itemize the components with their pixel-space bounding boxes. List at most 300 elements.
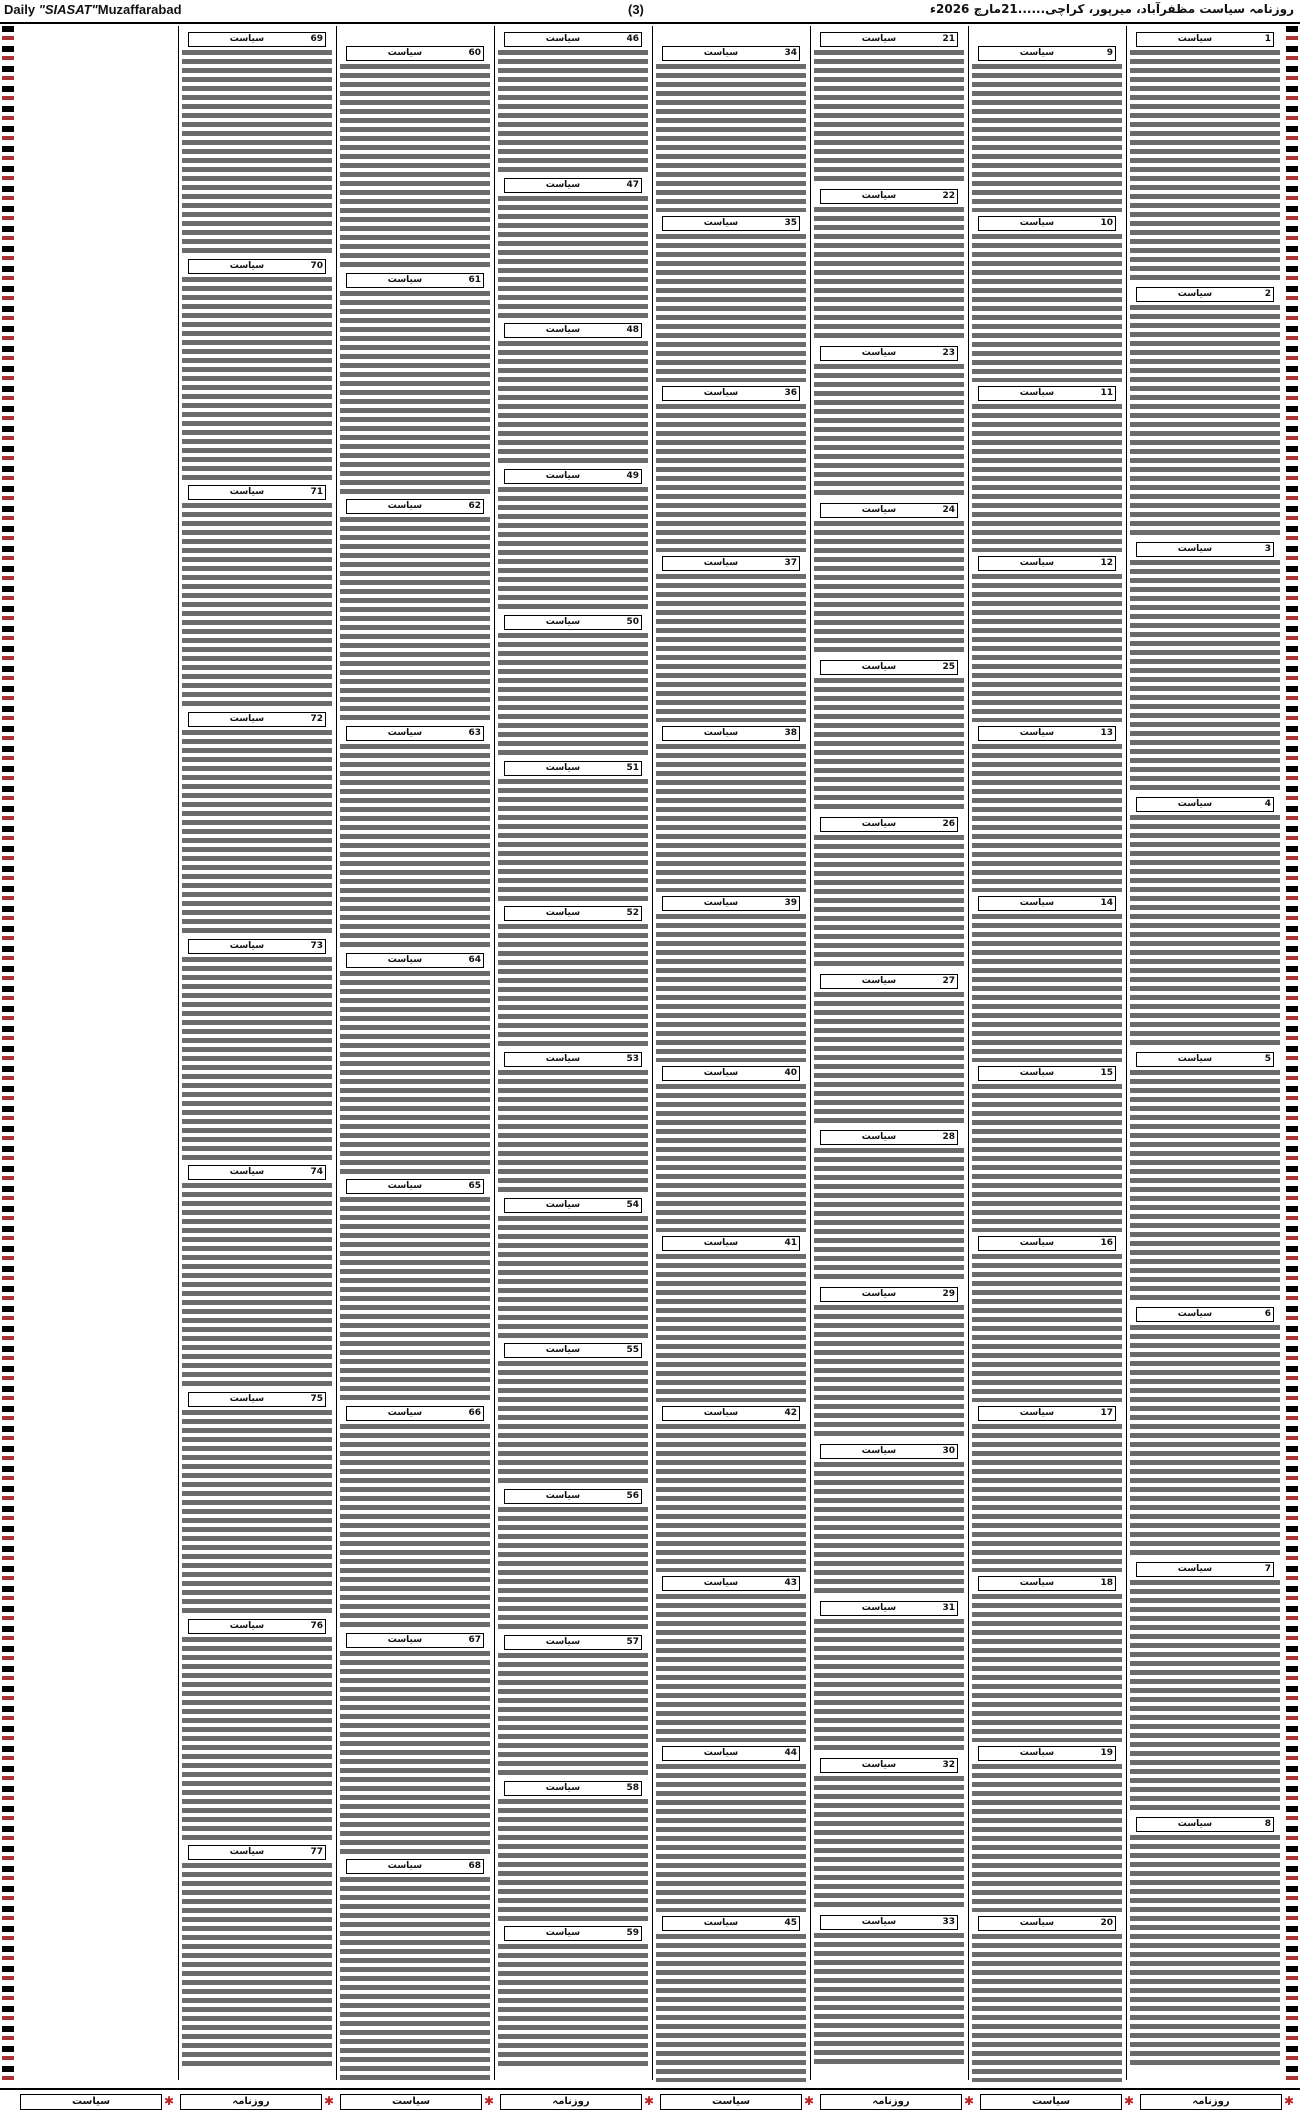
story-tag (346, 46, 484, 61)
story-tag (346, 499, 484, 514)
story-logo: سیاست (545, 1637, 581, 1647)
story-body (498, 1942, 648, 2068)
story-tag (504, 1198, 642, 1213)
story-logo: سیاست (1019, 1238, 1055, 1248)
story-body (340, 62, 490, 269)
story-tag (504, 1926, 642, 1941)
story-number: 7 (1264, 1564, 1271, 1574)
story-number: 21 (942, 34, 955, 44)
story-body (656, 1932, 806, 2082)
story-number: 64 (468, 955, 481, 965)
story-tag (978, 386, 1116, 401)
story-number: 28 (942, 1132, 955, 1142)
story-body (656, 1082, 806, 1232)
story-logo: سیاست (861, 1446, 897, 1456)
story-number: 37 (784, 558, 797, 568)
story-number: 55 (626, 1345, 639, 1355)
story-tag (662, 386, 800, 401)
story-logo: سیاست (545, 1200, 581, 1210)
star-icon: ✱ (1284, 2094, 1295, 2108)
story-tag (188, 712, 326, 727)
story-logo: سیاست (861, 505, 897, 515)
story-number: 43 (784, 1578, 797, 1588)
story-number: 48 (626, 325, 639, 335)
story-logo: سیاست (1019, 1918, 1055, 1928)
story-number: 39 (784, 898, 797, 908)
story-tag (188, 1845, 326, 1860)
story-body (340, 969, 490, 1176)
story-body (340, 1649, 490, 1856)
story-body (498, 1505, 648, 1631)
footer-block: روزنامہ (180, 2094, 322, 2110)
left-border-strip (2, 26, 14, 2086)
story-number: 11 (1100, 388, 1113, 398)
story-tag (504, 323, 642, 338)
masthead-right: روزنامہ سیاست مظفرآباد، میرپور، کراچی......21مارچ 2026ء (929, 2, 1294, 16)
story-number: 71 (310, 487, 323, 497)
story-logo: سیاست (387, 1861, 423, 1871)
story-logo: سیاست (1177, 544, 1213, 554)
story-body (182, 1635, 332, 1842)
story-tag (188, 1165, 326, 1180)
story-tag (346, 953, 484, 968)
story-body (814, 48, 964, 185)
footer-block: روزنامہ (1140, 2094, 1282, 2110)
story-body (498, 339, 648, 465)
story-body (498, 194, 648, 320)
story-tag (188, 32, 326, 47)
story-body (656, 572, 806, 722)
star-icon: ✱ (644, 2094, 655, 2108)
story-body (814, 519, 964, 656)
story-body (498, 485, 648, 611)
story-number: 49 (626, 471, 639, 481)
story-logo: سیاست (1177, 1819, 1213, 1829)
story-body (182, 501, 332, 708)
star-icon: ✱ (1124, 2094, 1135, 2108)
story-logo: سیاست (387, 501, 423, 511)
story-body (972, 402, 1122, 552)
story-tag (978, 1576, 1116, 1591)
story-number: 67 (468, 1635, 481, 1645)
story-body (972, 742, 1122, 892)
story-number: 6 (1264, 1309, 1271, 1319)
story-body (1130, 558, 1280, 793)
column-rule (494, 26, 495, 2080)
story-body (340, 742, 490, 949)
story-number: 51 (626, 763, 639, 773)
story-logo: سیاست (545, 34, 581, 44)
story-number: 53 (626, 1054, 639, 1064)
story-logo: سیاست (387, 48, 423, 58)
story-tag (1136, 1307, 1274, 1322)
story-body (814, 1774, 964, 1911)
story-body (972, 1082, 1122, 1232)
story-body (340, 1875, 490, 2082)
story-number: 2 (1264, 289, 1271, 299)
story-logo: سیاست (387, 1181, 423, 1191)
story-number: 8 (1264, 1819, 1271, 1829)
story-tag (346, 1406, 484, 1421)
story-logo: سیاست (1177, 34, 1213, 44)
story-logo: سیاست (1177, 1054, 1213, 1064)
story-tag (662, 726, 800, 741)
story-tag (504, 32, 642, 47)
story-tag (504, 761, 642, 776)
story-logo: سیاست (387, 275, 423, 285)
story-logo: سیاست (229, 1394, 265, 1404)
story-body (182, 1181, 332, 1388)
footer-block: روزنامہ (820, 2094, 962, 2110)
story-tag (820, 1915, 958, 1930)
story-number: 65 (468, 1181, 481, 1191)
story-logo: سیاست (1019, 218, 1055, 228)
story-body (656, 1252, 806, 1402)
story-number: 26 (942, 819, 955, 829)
story-body (1130, 1578, 1280, 1813)
story-logo: سیاست (861, 1289, 897, 1299)
story-logo: سیاست (229, 1167, 265, 1177)
story-body (340, 1195, 490, 1402)
story-tag (1136, 1052, 1274, 1067)
story-logo: سیاست (545, 1928, 581, 1938)
story-number: 54 (626, 1200, 639, 1210)
story-logo: سیاست (861, 1603, 897, 1613)
story-logo: سیاست (703, 218, 739, 228)
story-logo: سیاست (1019, 1578, 1055, 1588)
story-body (814, 1931, 964, 2068)
story-number: 34 (784, 48, 797, 58)
story-body (814, 833, 964, 970)
story-body (656, 1592, 806, 1742)
story-number: 73 (310, 941, 323, 951)
story-number: 57 (626, 1637, 639, 1647)
story-logo: سیاست (229, 34, 265, 44)
story-tag (978, 726, 1116, 741)
story-body (340, 289, 490, 496)
story-tag (662, 556, 800, 571)
story-body (182, 955, 332, 1162)
story-number: 35 (784, 218, 797, 228)
story-number: 17 (1100, 1408, 1113, 1418)
story-logo: سیاست (703, 1748, 739, 1758)
column-rule (1126, 26, 1127, 2080)
story-tag (188, 939, 326, 954)
story-number: 52 (626, 908, 639, 918)
story-number: 38 (784, 728, 797, 738)
story-logo: سیاست (545, 908, 581, 918)
story-logo: سیاست (861, 1132, 897, 1142)
column-rule (652, 26, 653, 2080)
story-logo: سیاست (861, 1760, 897, 1770)
story-tag (504, 1635, 642, 1650)
story-tag (1136, 1562, 1274, 1577)
story-number: 30 (942, 1446, 955, 1456)
story-body (656, 912, 806, 1062)
story-body (498, 1068, 648, 1194)
story-body (814, 1146, 964, 1283)
story-body (498, 1651, 648, 1777)
story-body (972, 1932, 1122, 2082)
story-number: 41 (784, 1238, 797, 1248)
story-number: 59 (626, 1928, 639, 1938)
story-tag (662, 1406, 800, 1421)
story-body (972, 572, 1122, 722)
column-rule (336, 26, 337, 2080)
story-number: 23 (942, 348, 955, 358)
star-icon: ✱ (804, 2094, 815, 2108)
story-number: 18 (1100, 1578, 1113, 1588)
story-logo: سیاست (703, 1918, 739, 1928)
story-logo: سیاست (703, 558, 739, 568)
story-tag (820, 346, 958, 361)
story-logo: سیاست (1177, 799, 1213, 809)
story-logo: سیاست (1019, 1408, 1055, 1418)
story-tag (504, 615, 642, 630)
story-tag (662, 1236, 800, 1251)
story-tag (820, 660, 958, 675)
column-rule (810, 26, 811, 2080)
story-number: 12 (1100, 558, 1113, 568)
story-tag (346, 273, 484, 288)
footer-block: سیاست (980, 2094, 1122, 2110)
story-tag (978, 1066, 1116, 1081)
right-border-strip (1286, 26, 1298, 2086)
footer-block: سیاست (660, 2094, 802, 2110)
story-logo: سیاست (1177, 1309, 1213, 1319)
star-icon: ✱ (484, 2094, 495, 2108)
story-tag (820, 32, 958, 47)
story-logo: سیاست (1019, 1068, 1055, 1078)
story-number: 66 (468, 1408, 481, 1418)
column-rule (968, 26, 969, 2080)
story-body (340, 515, 490, 722)
story-logo: سیاست (1019, 898, 1055, 908)
story-body (656, 62, 806, 212)
story-body (814, 676, 964, 813)
story-body (656, 232, 806, 382)
story-tag (978, 1746, 1116, 1761)
story-logo: سیاست (1019, 388, 1055, 398)
story-number: 44 (784, 1748, 797, 1758)
story-tag (188, 259, 326, 274)
footer-block: سیاست (340, 2094, 482, 2110)
story-body (1130, 1323, 1280, 1558)
story-number: 63 (468, 728, 481, 738)
story-body (1130, 1068, 1280, 1303)
story-tag (346, 1633, 484, 1648)
story-logo: سیاست (545, 1054, 581, 1064)
story-logo: سیاست (1019, 558, 1055, 568)
story-body (182, 48, 332, 255)
story-body (340, 1422, 490, 1629)
story-body (972, 232, 1122, 382)
page-number: (3) (628, 2, 644, 17)
story-tag (820, 1287, 958, 1302)
story-body (498, 1214, 648, 1340)
story-number: 31 (942, 1603, 955, 1613)
story-number: 33 (942, 1917, 955, 1927)
story-body (498, 777, 648, 903)
story-number: 56 (626, 1491, 639, 1501)
story-logo: سیاست (229, 261, 265, 271)
story-logo: سیاست (229, 1621, 265, 1631)
story-body (1130, 813, 1280, 1048)
story-number: 40 (784, 1068, 797, 1078)
story-tag (1136, 542, 1274, 557)
footer-block: روزنامہ (500, 2094, 642, 2110)
story-number: 69 (310, 34, 323, 44)
story-logo: سیاست (229, 487, 265, 497)
story-body (1130, 1833, 1280, 2068)
story-body (972, 1592, 1122, 1742)
story-tag (978, 1406, 1116, 1421)
masthead-left: Daily "SIASAT"Muzaffarabad (4, 2, 182, 17)
story-tag (820, 1601, 958, 1616)
story-body (1130, 48, 1280, 283)
story-tag (504, 1489, 642, 1504)
story-logo: سیاست (703, 388, 739, 398)
story-tag (188, 485, 326, 500)
story-body (656, 742, 806, 892)
story-number: 27 (942, 976, 955, 986)
story-number: 58 (626, 1783, 639, 1793)
story-tag (1136, 287, 1274, 302)
story-number: 5 (1264, 1054, 1271, 1064)
story-tag (188, 1392, 326, 1407)
star-icon: ✱ (164, 2094, 175, 2108)
story-logo: سیاست (1177, 1564, 1213, 1574)
story-body (814, 990, 964, 1127)
story-logo: سیاست (861, 191, 897, 201)
page-footer (0, 2088, 1300, 2112)
story-tag (504, 1052, 642, 1067)
story-tag (820, 503, 958, 518)
story-body (972, 1422, 1122, 1572)
story-body (972, 62, 1122, 212)
story-tag (662, 1066, 800, 1081)
story-number: 29 (942, 1289, 955, 1299)
story-number: 61 (468, 275, 481, 285)
story-body (498, 48, 648, 174)
story-number: 24 (942, 505, 955, 515)
story-body (972, 1252, 1122, 1402)
story-logo: سیاست (703, 1068, 739, 1078)
story-tag (978, 216, 1116, 231)
story-tag (346, 726, 484, 741)
story-number: 16 (1100, 1238, 1113, 1248)
story-logo: سیاست (545, 180, 581, 190)
story-number: 74 (310, 1167, 323, 1177)
story-number: 1 (1264, 34, 1271, 44)
story-number: 25 (942, 662, 955, 672)
story-body (498, 922, 648, 1048)
story-tag (978, 1236, 1116, 1251)
story-body (814, 1460, 964, 1597)
story-logo: سیاست (861, 348, 897, 358)
story-logo: سیاست (387, 1635, 423, 1645)
story-tag (978, 1916, 1116, 1931)
story-logo: سیاست (545, 471, 581, 481)
story-tag (504, 178, 642, 193)
star-icon: ✱ (324, 2094, 335, 2108)
story-logo: سیاست (545, 1491, 581, 1501)
story-body (1130, 303, 1280, 538)
story-tag (820, 817, 958, 832)
story-logo: سیاست (861, 819, 897, 829)
story-number: 45 (784, 1918, 797, 1928)
story-number: 9 (1106, 48, 1113, 58)
story-body (814, 205, 964, 342)
story-body (972, 1762, 1122, 1912)
story-body (498, 1359, 648, 1485)
story-logo: سیاست (387, 955, 423, 965)
story-logo: سیاست (861, 976, 897, 986)
story-number: 68 (468, 1861, 481, 1871)
story-tag (820, 974, 958, 989)
story-tag (820, 1130, 958, 1145)
story-logo: سیاست (545, 1345, 581, 1355)
story-tag (504, 906, 642, 921)
story-tag (504, 1343, 642, 1358)
story-logo: سیاست (703, 48, 739, 58)
column-rule (178, 26, 179, 2080)
story-number: 22 (942, 191, 955, 201)
story-number: 42 (784, 1408, 797, 1418)
story-tag (662, 216, 800, 231)
story-tag (346, 1179, 484, 1194)
story-number: 77 (310, 1847, 323, 1857)
story-logo: سیاست (703, 898, 739, 908)
story-body (498, 1797, 648, 1923)
story-tag (504, 1781, 642, 1796)
story-tag (978, 896, 1116, 911)
story-body (656, 402, 806, 552)
story-tag (504, 469, 642, 484)
story-body (814, 1617, 964, 1754)
story-body (182, 275, 332, 482)
story-logo: سیاست (545, 617, 581, 627)
story-number: 14 (1100, 898, 1113, 908)
story-logo: سیاست (703, 1408, 739, 1418)
story-number: 4 (1264, 799, 1271, 809)
story-logo: سیاست (545, 763, 581, 773)
story-body (814, 1303, 964, 1440)
story-number: 62 (468, 501, 481, 511)
story-body (182, 728, 332, 935)
story-number: 20 (1100, 1918, 1113, 1928)
story-tag (346, 1859, 484, 1874)
story-number: 47 (626, 180, 639, 190)
story-logo: سیاست (229, 714, 265, 724)
story-logo: سیاست (1019, 48, 1055, 58)
story-tag (978, 46, 1116, 61)
page-header (0, 0, 1300, 24)
story-logo: سیاست (1019, 1748, 1055, 1758)
story-tag (1136, 797, 1274, 812)
story-logo: سیاست (387, 1408, 423, 1418)
story-logo: سیاست (545, 1783, 581, 1793)
story-number: 10 (1100, 218, 1113, 228)
story-logo: سیاست (387, 728, 423, 738)
story-number: 72 (310, 714, 323, 724)
story-body (656, 1762, 806, 1912)
story-tag (820, 189, 958, 204)
story-body (972, 912, 1122, 1062)
story-number: 76 (310, 1621, 323, 1631)
story-number: 19 (1100, 1748, 1113, 1758)
story-logo: سیاست (1019, 728, 1055, 738)
